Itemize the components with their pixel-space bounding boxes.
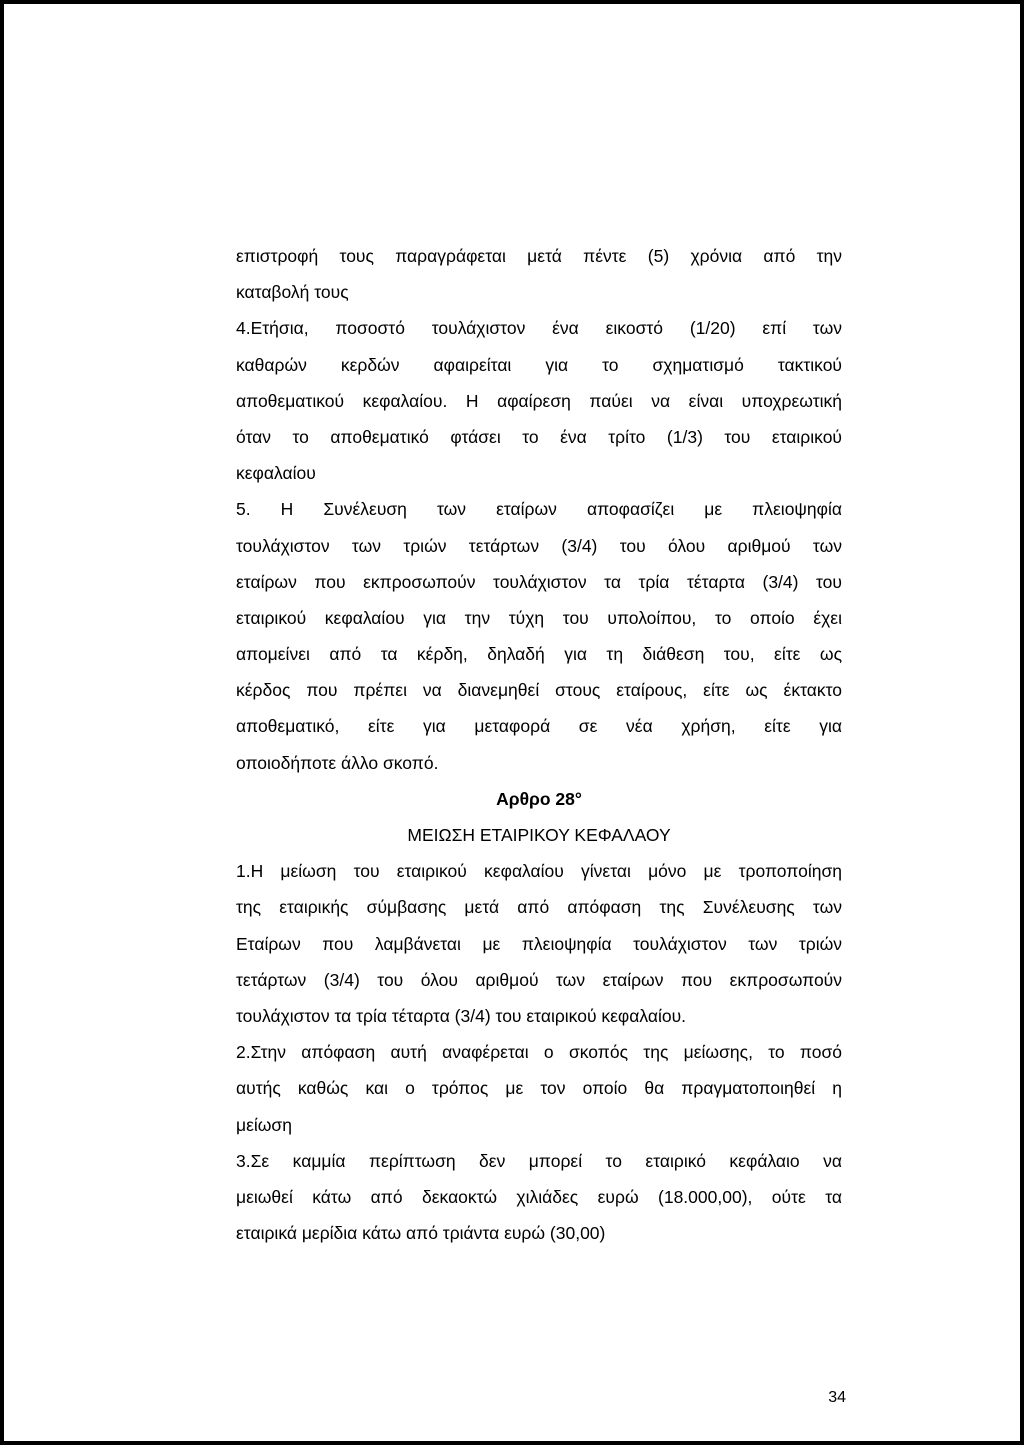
text-line: 4.Ετήσια, ποσοστό τουλάχιστον ένα εικοστό (1/20) επί των	[236, 318, 842, 339]
text-line: εταιρικού κεφαλαίου για την τύχη του υπολοίπου, το οποίο έχει	[236, 607, 842, 628]
text-line: 2.Στην απόφαση αυτή αναφέρεται ο σκοπός της μείωσης, το ποσό	[236, 1042, 842, 1063]
article-heading: Αρθρο 28°	[496, 788, 582, 809]
text-line: κεφαλαίου	[236, 463, 316, 484]
text-line: επιστροφή τους παραγράφεται μετά πέντε (5) χρόνια από την	[236, 246, 842, 266]
text-line: όταν το αποθεματικό φτάσει το ένα τρίτο (1/3) του εταιρικού	[236, 426, 842, 447]
text-line: τουλάχιστον τα τρία τέταρτα (3/4) του εταιρικού κεφαλαίου.	[236, 1005, 687, 1026]
text-line: εταίρων που εκπροσωπούν τουλάχιστον τα τρία τέταρτα (3/4) του	[236, 571, 842, 592]
text-line: οποιοδήποτε άλλο σκοπό.	[236, 752, 439, 773]
text-line: καθαρών κερδών αφαιρείται για το σχηματισμό τακτικού	[236, 354, 842, 375]
paragraph-a2	[236, 1034, 842, 1143]
paragraph-p4	[236, 310, 842, 491]
page-number: 34	[828, 1389, 846, 1406]
document-body	[236, 238, 842, 1251]
text-line: 3.Σε καμμία περίπτωση δεν μπορεί το εταιρικό κεφάλαιο να	[236, 1150, 842, 1171]
text-line: εταιρικά μερίδια κάτω από τριάντα ευρώ (30,00)	[236, 1223, 606, 1244]
text-line: μείωση	[236, 1114, 292, 1135]
article-title: ΜΕΙΩΣΗ ΕΤΑΙΡΙΚΟΥ ΚΕΦΑΛΑΟΥ	[407, 825, 671, 845]
text-line: μειωθεί κάτω από δεκαοκτώ χιλιάδες ευρώ (18.000,00), ούτε τα	[236, 1186, 842, 1207]
text-line: Εταίρων που λαμβάνεται με πλειοψηφία τουλάχιστον των τριών	[236, 933, 842, 954]
paragraph-p5	[236, 491, 842, 781]
paragraph-p-return	[236, 238, 842, 310]
text-line: απομείνει από τα κέρδη, δηλαδή για τη διάθεση του, είτε ως	[236, 644, 842, 665]
text-line: της εταιρικής σύμβασης μετά από απόφαση της Συνέλευσης των	[236, 897, 842, 918]
text-line: αυτής καθώς και ο τρόπος με τον οποίο θα πραγματοποιηθεί η	[236, 1078, 842, 1099]
text-line: 5. Η Συνέλευση των εταίρων αποφασίζει με πλειοψηφία	[236, 499, 842, 520]
text-line: τουλάχιστον των τριών τετάρτων (3/4) του όλου αριθμού των	[236, 535, 842, 556]
text-line: αποθεματικό, είτε για μεταφορά σε νέα χρήση, είτε για	[236, 716, 842, 737]
text-line: αποθεματικού κεφαλαίου. Η αφαίρεση παύει να είναι υποχρεωτική	[236, 390, 842, 411]
text-line: τετάρτων (3/4) του όλου αριθμού των εταίρων που εκπροσωπούν	[236, 969, 842, 990]
paragraph-a3	[236, 1143, 842, 1252]
text-line: 1.Η μείωση του εταιρικού κεφαλαίου γίνεται μόνο με τροποποίηση	[236, 861, 842, 882]
text-line: καταβολή τους	[236, 282, 349, 303]
text-line: κέρδος που πρέπει να διανεμηθεί στους εταίρους, είτε ως έκτακτο	[236, 680, 842, 701]
paragraph-a1	[236, 853, 842, 1034]
